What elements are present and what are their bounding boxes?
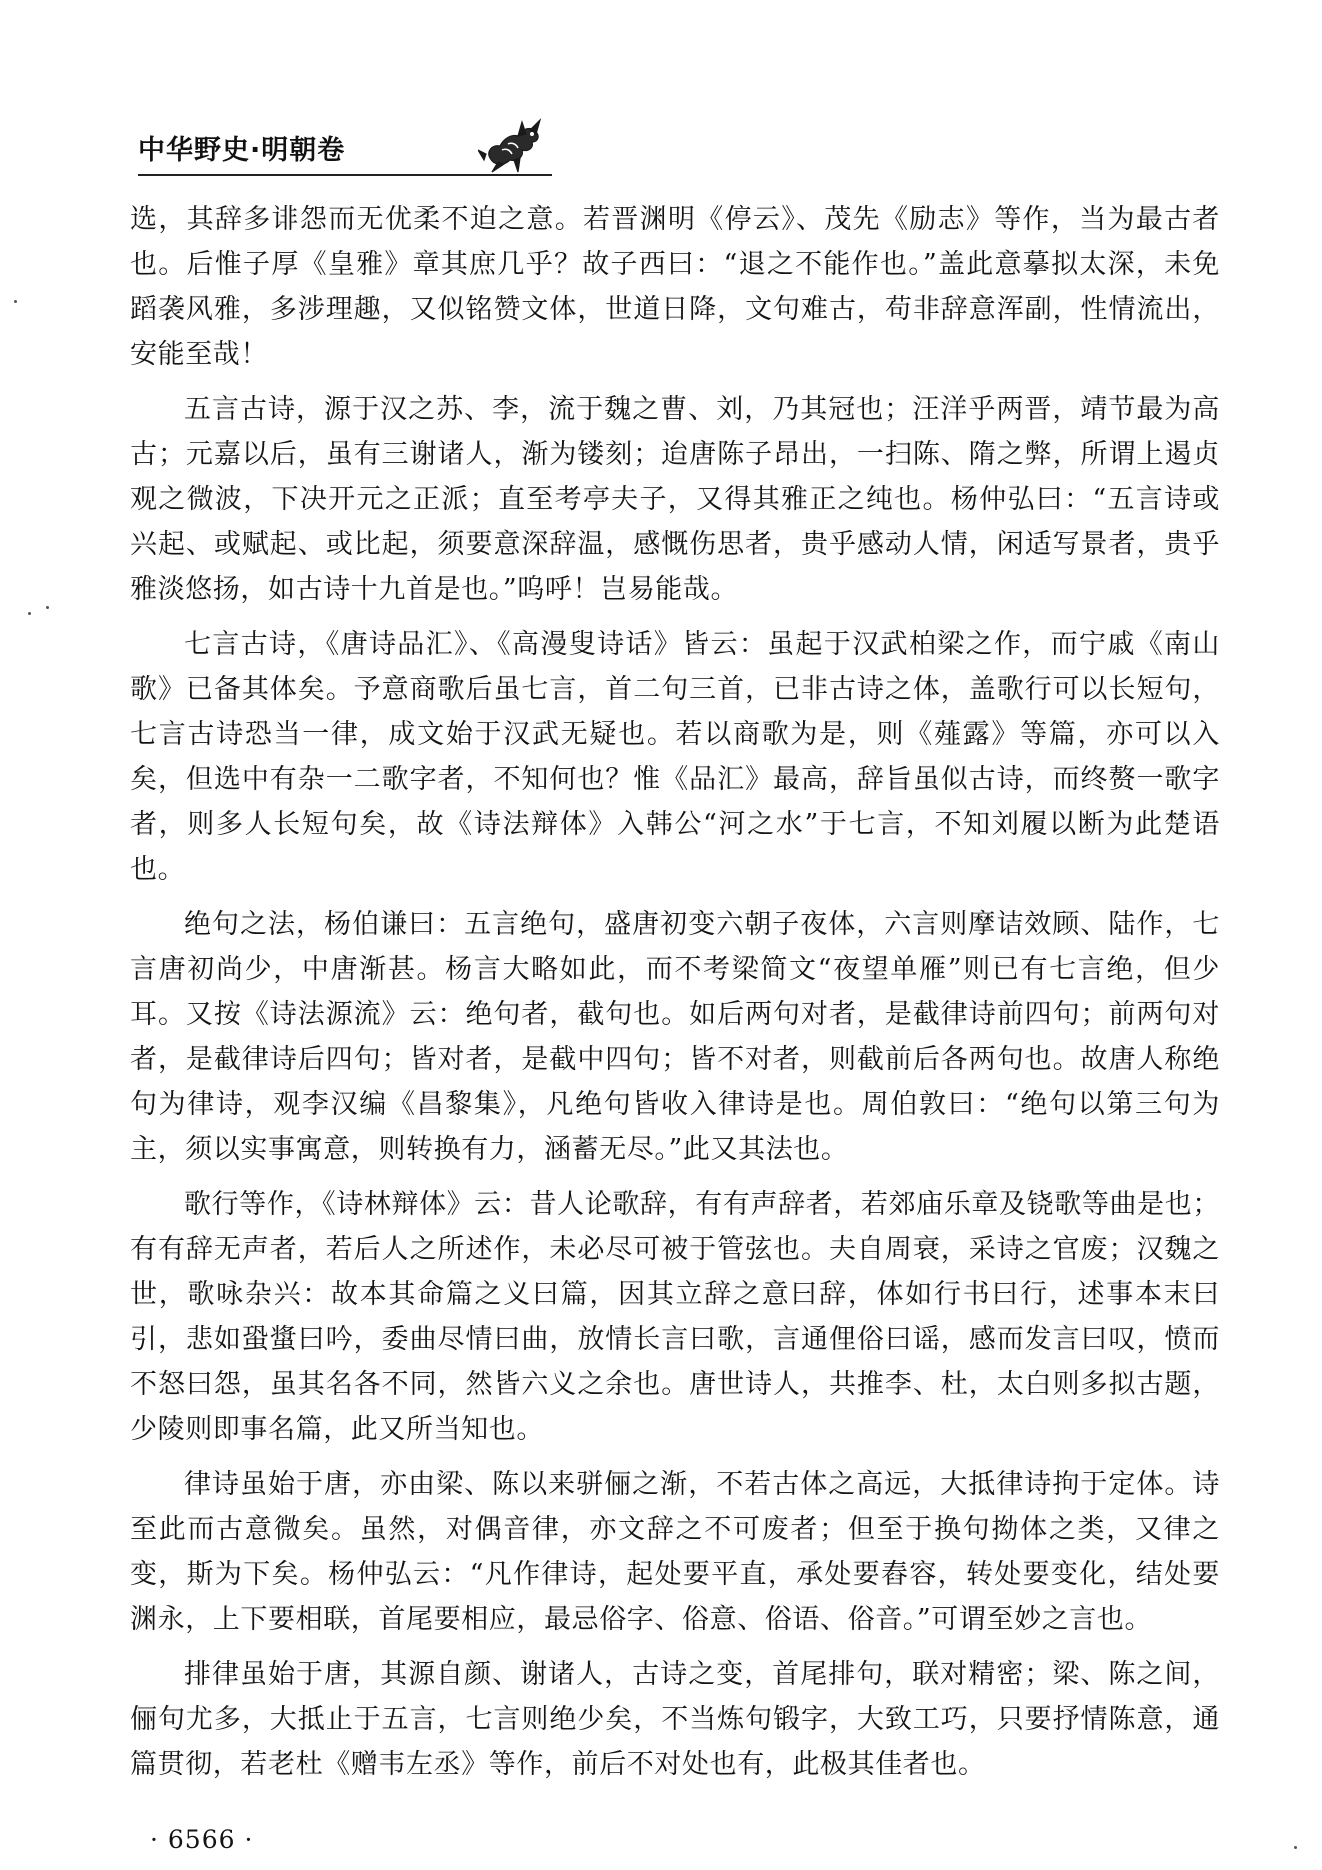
body-text xyxy=(130,197,1220,1797)
paragraph-extended-regulated-verse: 排律虽始于唐，其源自颜、谢诸人，古诗之变，首尾排句，联对精密；梁、陈之间，俪句尤多，大抵止于五言，七言则绝少矣，不当炼句锻字，大致工巧，只要抒情陈意，通篇贯彻，若老杜《赠韦左丞》等作，前后不对处也有，此极其佳者也。 xyxy=(130,1659,1220,1780)
scan-speck xyxy=(28,612,31,615)
paragraph-song-forms: 歌行等作，《诗林辩体》云：昔人论歌辞，有有声辞者，若郊庙乐章及铙歌等曲是也；有有辞无声者，若后人之所述作，未必尽可被于管弦也。夫自周衰，采诗之官废；汉魏之世，歌咏杂兴：故本其命篇之义曰篇，因其立辞之意曰辞，体如行书曰行，述事本末曰引，悲如蛩螀曰吟，委曲尽情曰曲，放情长言曰歌，言通俚俗曰谣，感而发言曰叹，愤而不怒曰怨，虽其名各不同，然皆六义之余也。唐世诗人，共推李、杜，太白则多拟古题，少陵则即事名篇，此又所当知也。 xyxy=(130,1189,1220,1445)
running-header-title: 中华野史·明朝卷 xyxy=(138,135,346,166)
paragraph-five-character-ancient-poetry: 五言古诗，源于汉之苏、李，流于魏之曹、刘，乃其冠也；汪洋乎两晋，靖节最为高古；元嘉以后，虽有三谢诸人，渐为镂刻；迨唐陈子昂出，一扫陈、隋之弊，所谓上遏贞观之微波，下决开元之正派；直至考亭夫子，又得其雅正之纯也。杨仲弘曰：“五言诗或兴起、或赋起、或比起，须要意深辞温，感慨伤思者，贵乎感动人情，闲适写景者，贵乎雅淡悠扬，如古诗十九首是也。”呜呼！岂易能哉。 xyxy=(130,394,1220,605)
running-header xyxy=(138,120,558,180)
scan-speck xyxy=(1294,1846,1297,1849)
paragraph-seven-character-ancient-poetry: 七言古诗，《唐诗品汇》、《高漫叟诗话》皆云：虽起于汉武柏梁之作，而宁戚《南山歌》已备其体矣。予意商歌后虽七言，首二句三首，已非古诗之体，盖歌行可以长短句，七言古诗恐当一律，成文始于汉武无疑也。若以商歌为是，则《薤露》等篇，亦可以入矣，但选中有杂一二歌字者，不知何也？惟《品汇》最高，辞旨虽似古诗，而终赘一歌字者，则多人长短句矣，故《诗法辩体》入韩公“河之水”于七言，不知刘履以断为此楚语也。 xyxy=(130,629,1220,885)
scan-speck xyxy=(14,300,17,303)
paragraph-quatrain-method: 绝句之法，杨伯谦曰：五言绝句，盛唐初变六朝子夜体，六言则摩诘效顾、陆作，七言唐初尚少，中唐渐甚。杨言大略如此，而不考梁简文“夜望单雁”则已有七言绝，但少耳。又按《诗法源流》云：绝句者，截句也。如后两句对者，是截律诗前四句；前两句对者，是截律诗后四句；皆对者，是截中四句；皆不对者，则截前后各两句也。故唐人称绝句为律诗，观李汉编《昌黎集》，凡绝句皆收入律诗是也。周伯敦曰：“绝句以第三句为主，须以实事寓意，则转换有力，涵蓄无尽。”此又其法也。 xyxy=(130,909,1220,1165)
paragraph-continuation: 选，其辞多诽怨而无优柔不迫之意。若晋渊明《停云》、茂先《励志》等作，当为最古者也。后惟子厚《皇雅》章其庶几乎？故子西曰：“退之不能作也。”盖此意摹拟太深，未免蹈袭风雅，多涉理趣，又似铭赞文体，世道日降，文句难古，苟非辞意浑副，性情流出，安能至哉！ xyxy=(130,204,1220,370)
header-rule xyxy=(138,174,552,176)
dragon-emblem-icon xyxy=(478,114,548,174)
scan-speck xyxy=(46,606,49,609)
paragraph-regulated-verse: 律诗虽始于唐，亦由梁、陈以来骈俪之渐，不若古体之高远，大抵律诗拘于定体。诗至此而古意微矣。虽然，对偶音律，亦文辞之不可废者；但至于换句拗体之类，又律之变，斯为下矣。杨仲弘云：“凡作律诗，起处要平直，承处要舂容，转处要变化，结处要渊永，上下要相联，首尾要相应，最忌俗字、俗意、俗语、俗音。”可谓至妙之言也。 xyxy=(130,1469,1220,1635)
page-number: · 6566 · xyxy=(150,1825,254,1854)
